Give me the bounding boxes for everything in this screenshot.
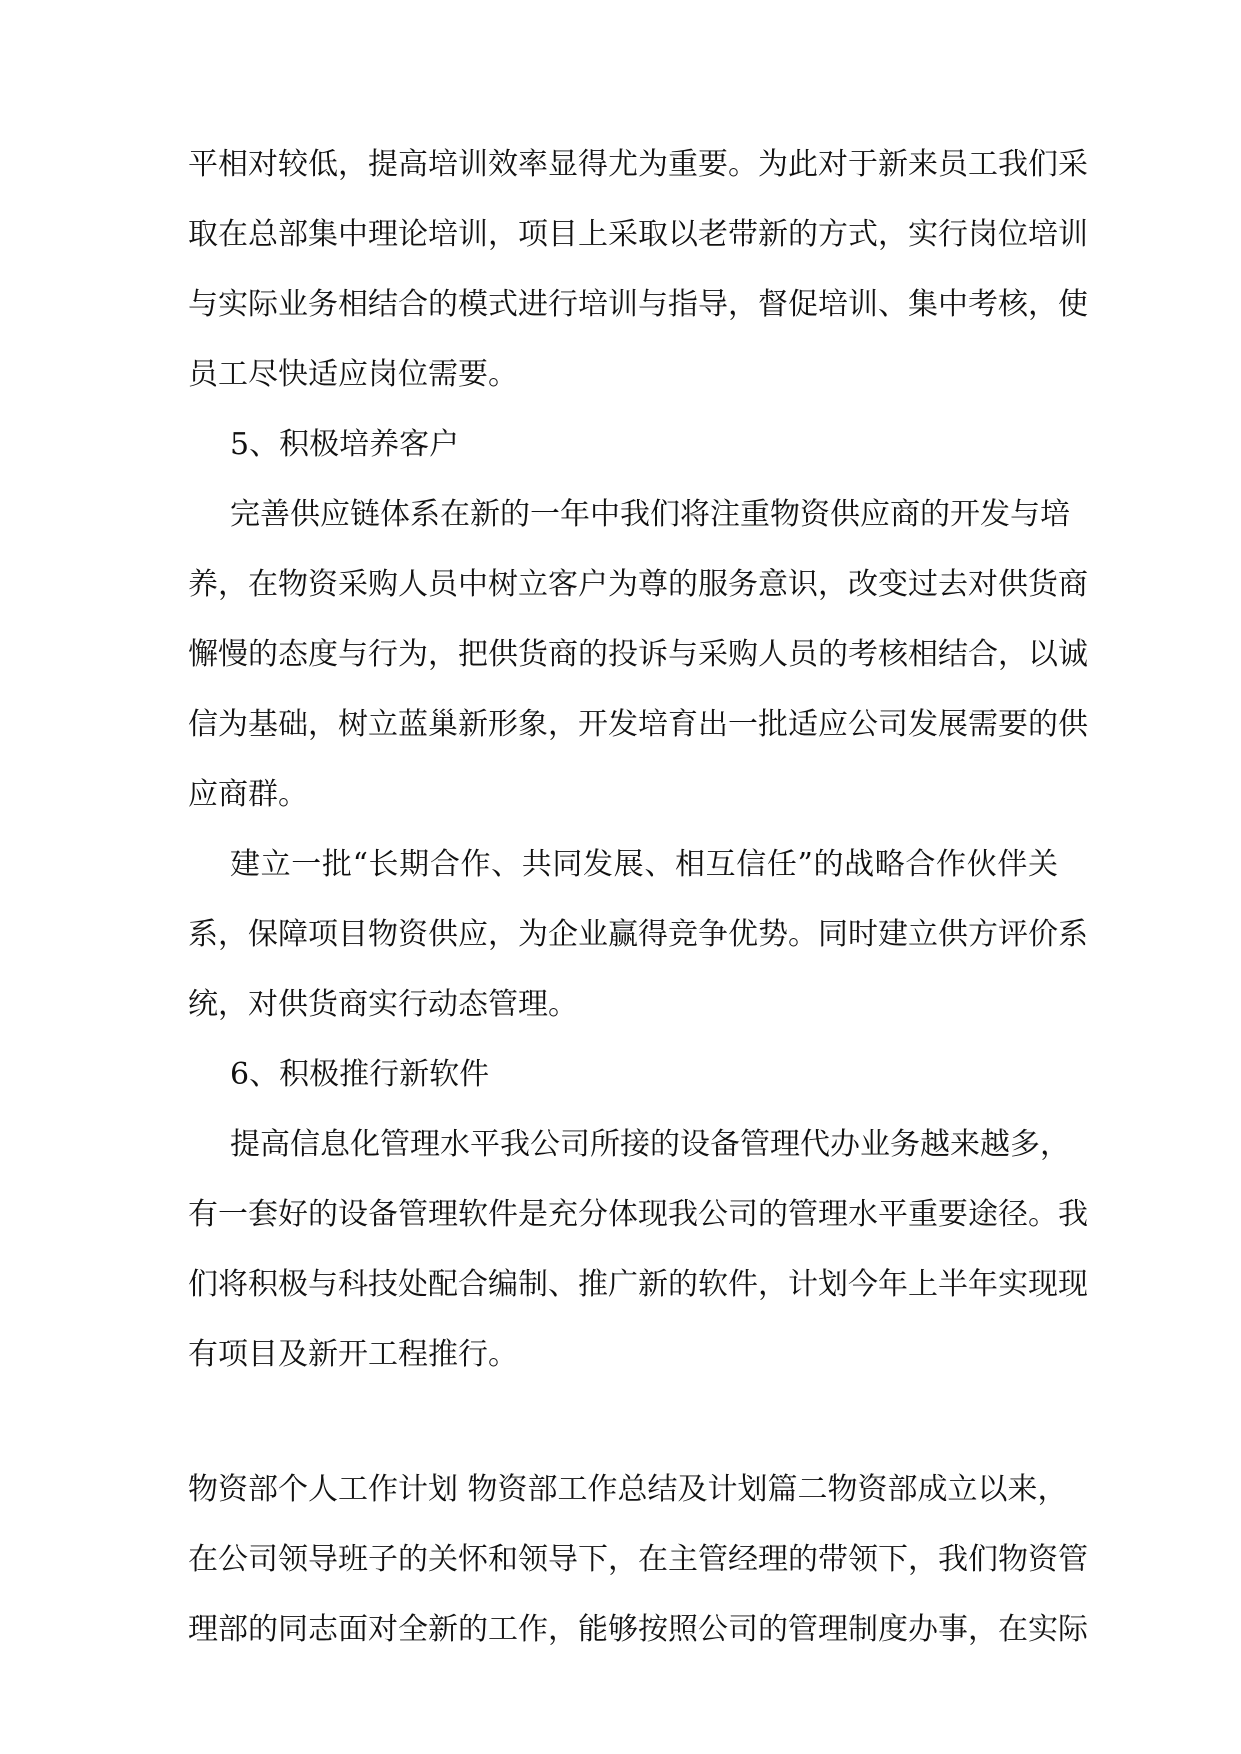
- paragraph-line: 建立一批“长期合作、共同发展、相互信任”的战略合作伙伴关: [230, 847, 1058, 882]
- paragraph-line: 有一套好的设备管理软件是充分体现我公司的管理水平重要途径。我: [188, 1197, 1088, 1232]
- paragraph-line: 信为基础，树立蓝巢新形象，开发培育出一批适应公司发展需要的供: [188, 707, 1088, 742]
- paragraph-line: 与实际业务相结合的模式进行培训与指导，督促培训、集中考核，使: [188, 287, 1088, 322]
- paragraph-line: 平相对较低，提高培训效率显得尤为重要。为此对于新来员工我们采: [188, 147, 1088, 182]
- paragraph-line: 养，在物资采购人员中树立客户为尊的服务意识，改变过去对供货商: [188, 567, 1088, 602]
- paragraph-line: 系，保障项目物资供应，为企业赢得竞争优势。同时建立供方评价系: [188, 917, 1088, 952]
- paragraph-line: 统，对供货商实行动态管理。: [188, 987, 578, 1022]
- paragraph-line: 们将积极与科技处配合编制、推广新的软件，计划今年上半年实现现: [188, 1267, 1088, 1302]
- paragraph-line: 懈慢的态度与行为，把供货商的投诉与采购人员的考核相结合，以诚: [188, 637, 1088, 672]
- paragraph-line: 员工尽快适应岗位需要。: [188, 357, 518, 392]
- paragraph-line: 理部的同志面对全新的工作，能够按照公司的管理制度办事，在实际: [188, 1612, 1088, 1647]
- section-heading: 6、积极推行新软件: [230, 1057, 490, 1092]
- paragraph-line: 提高信息化管理水平我公司所接的设备管理代办业务越来越多，: [230, 1127, 1070, 1162]
- paragraph-line: 取在总部集中理论培训，项目上采取以老带新的方式，实行岗位培训: [188, 217, 1088, 252]
- paragraph-line: 在公司领导班子的关怀和领导下，在主管经理的带领下，我们物资管: [188, 1542, 1088, 1577]
- paragraph-line: 应商群。: [188, 777, 308, 812]
- section-heading: 5、积极培养客户: [230, 427, 460, 462]
- paragraph-line: 有项目及新开工程推行。: [188, 1337, 518, 1372]
- paragraph-line: 完善供应链体系在新的一年中我们将注重物资供应商的开发与培: [230, 497, 1070, 532]
- paragraph-line: 物资部个人工作计划 物资部工作总结及计划篇二物资部成立以来，: [188, 1472, 1068, 1507]
